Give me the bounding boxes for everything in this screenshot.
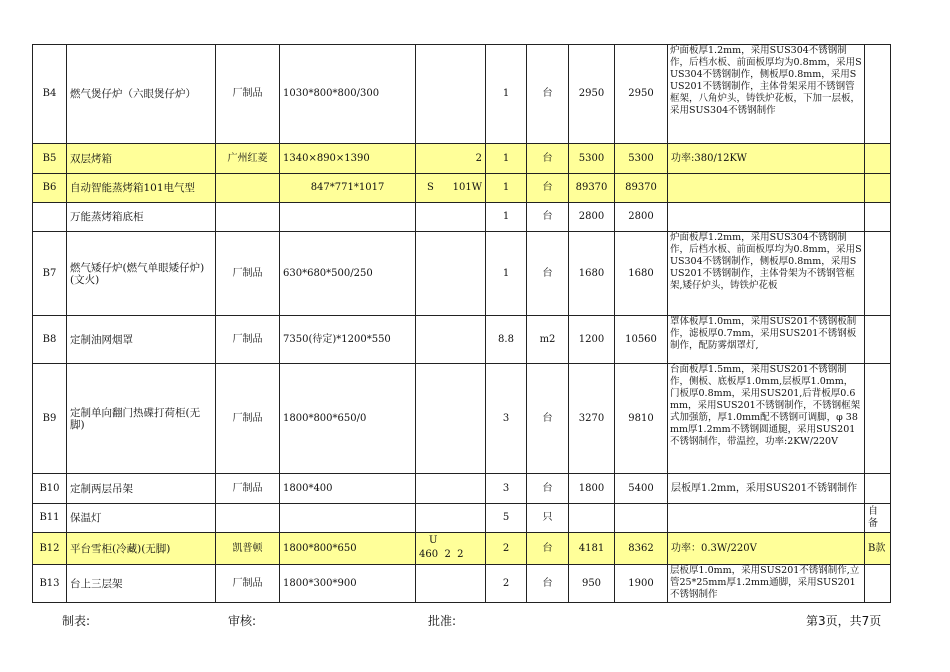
item-model (416, 504, 486, 533)
item-qty: 1 (486, 45, 527, 144)
item-price: 1680 (569, 232, 615, 316)
table-row (33, 474, 891, 504)
item-total: 89370 (615, 174, 668, 203)
item-model (416, 203, 486, 232)
table-row (33, 232, 891, 316)
item-unit: 台 (527, 565, 569, 603)
item-model (416, 565, 486, 603)
item-spec: 1800*400 (280, 474, 416, 504)
item-total: 1900 (615, 565, 668, 603)
item-unit: 台 (527, 144, 569, 174)
item-code: B11 (33, 504, 67, 533)
footer-reviewed: 审核: (228, 614, 257, 628)
item-desc (668, 174, 865, 203)
table-row (33, 203, 891, 232)
item-qty: 3 (486, 474, 527, 504)
item-brand (216, 203, 280, 232)
item-qty: 2 (486, 565, 527, 603)
item-brand: 厂制品 (216, 316, 280, 364)
item-unit: 台 (527, 45, 569, 144)
item-code: B4 (33, 45, 67, 144)
item-note (865, 45, 891, 144)
item-unit: m2 (527, 316, 569, 364)
item-brand (216, 174, 280, 203)
item-unit: 台 (527, 203, 569, 232)
item-spec: 630*680*500/250 (280, 232, 416, 316)
item-qty: 2 (486, 533, 527, 565)
item-total: 5300 (615, 144, 668, 174)
item-code: B7 (33, 232, 67, 316)
item-spec: 1030*800*800/300 (280, 45, 416, 144)
item-price: 1200 (569, 316, 615, 364)
item-model (416, 45, 486, 144)
item-name: 定制两层吊架 (67, 474, 216, 504)
item-note (865, 174, 891, 203)
item-spec (280, 203, 416, 232)
item-desc (668, 504, 865, 533)
table-row (33, 316, 891, 364)
item-name: 保温灯 (67, 504, 216, 533)
table-row (33, 144, 891, 174)
item-price: 950 (569, 565, 615, 603)
item-qty: 1 (486, 144, 527, 174)
item-note (865, 203, 891, 232)
item-name: 万能蒸烤箱底柜 (67, 203, 216, 232)
item-spec (280, 504, 416, 533)
item-code: B9 (33, 364, 67, 474)
item-model (416, 232, 486, 316)
item-total (615, 504, 668, 533)
item-total: 5400 (615, 474, 668, 504)
item-name: 自动智能蒸烤箱101电气型 (67, 174, 216, 203)
item-price: 2950 (569, 45, 615, 144)
item-code (33, 203, 67, 232)
item-code: B10 (33, 474, 67, 504)
item-desc: 炉面板厚1.2mm，采用SUS304不锈钢制作，后档水板、前面板厚均为0.8mm，采用SUS304不锈钢制作，侧板厚0.8mm，采用SUS201不锈钢制作，主体骨架为不锈钢管框架,矮仔炉头，铸铁炉花板 (668, 232, 865, 316)
item-desc: 台面板厚1.5mm，采用SUS201不锈钢制作，侧板、底板厚1.0mm,层板厚1.0mm，门板厚0.8mm，采用SUS201,后背板厚0.6mm，采用SUS201不锈钢制作，不锈钢框架式加强筋，厚1.0mm配不锈钢可调脚，φ 38mm厚1.2mm不锈钢圆通腿，采用SUS201不锈钢制作，带温控，功率:2KW/220V (668, 364, 865, 474)
item-brand (216, 504, 280, 533)
item-model (416, 474, 486, 504)
item-name: 燃气煲仔炉（六眼煲仔炉） (67, 45, 216, 144)
item-note (865, 364, 891, 474)
table-row (33, 174, 891, 203)
table-row (33, 565, 891, 603)
item-brand: 厂制品 (216, 364, 280, 474)
item-name: 台上三层架 (67, 565, 216, 603)
item-name: 双层烤箱 (67, 144, 216, 174)
item-total: 9810 (615, 364, 668, 474)
item-model (416, 174, 486, 203)
item-brand: 厂制品 (216, 45, 280, 144)
item-note (865, 144, 891, 174)
item-spec: 1800*300*900 (280, 565, 416, 603)
equipment-table (32, 44, 891, 603)
item-desc: 炉面板厚1.2mm，采用SUS304不锈钢制作，后档水板、前面板厚均为0.8mm，采用SUS304不锈钢制作，侧板厚0.8mm，采用SUS201不锈钢制作，主体骨架采用不锈钢管框架，八角炉头，铸铁炉花板，下加一层板，采用SUS304不锈钢制作 (668, 45, 865, 144)
item-unit: 台 (527, 174, 569, 203)
table-row (33, 45, 891, 144)
item-code: B12 (33, 533, 67, 565)
item-unit: 台 (527, 364, 569, 474)
item-qty: 8.8 (486, 316, 527, 364)
item-spec: 1800*800*650/0 (280, 364, 416, 474)
item-unit: 只 (527, 504, 569, 533)
item-desc: 层板厚1.2mm，采用SUS201不锈钢制作 (668, 474, 865, 504)
item-desc: 功率:380/12KW (668, 144, 865, 174)
item-price: 5300 (569, 144, 615, 174)
item-code: B8 (33, 316, 67, 364)
table-row (33, 364, 891, 474)
item-note (865, 474, 891, 504)
item-qty: 1 (486, 232, 527, 316)
item-brand: 厂制品 (216, 232, 280, 316)
item-name: 燃气矮仔炉(燃气单眼矮仔炉)(文火) (67, 232, 216, 316)
table-row (33, 533, 891, 565)
model-top: U (429, 534, 438, 546)
item-price (569, 504, 615, 533)
item-code: B13 (33, 565, 67, 603)
item-model (416, 533, 486, 565)
item-total: 1680 (615, 232, 668, 316)
item-qty: 3 (486, 364, 527, 474)
item-qty: 1 (486, 174, 527, 203)
item-model (416, 316, 486, 364)
item-spec: 847*771*1017 (280, 174, 416, 203)
item-total: 2950 (615, 45, 668, 144)
item-spec: 1800*800*650 (280, 533, 416, 565)
item-note (865, 565, 891, 603)
item-note (865, 232, 891, 316)
model-bottom: 460 2 2 (419, 548, 464, 560)
item-price: 2800 (569, 203, 615, 232)
item-desc: 功率：0.3W/220V (668, 533, 865, 565)
item-price: 89370 (569, 174, 615, 203)
item-name: 定制油网烟罩 (67, 316, 216, 364)
footer-page-number: 第3页，共7页 (806, 614, 882, 628)
item-price: 4181 (569, 533, 615, 565)
item-brand: 厂制品 (216, 565, 280, 603)
item-model: 2 (416, 144, 486, 174)
item-model (416, 364, 486, 474)
item-spec: 7350(待定)*1200*550 (280, 316, 416, 364)
item-desc: 层板厚1.0mm，采用SUS201不锈钢制作,立管25*25mm厚1.2mm通脚，采用SUS201不锈钢制作 (668, 565, 865, 603)
item-spec: 1340×890×1390 (280, 144, 416, 174)
item-total: 10560 (615, 316, 668, 364)
model-suffix: 101W (452, 182, 482, 193)
model-prefix: S (427, 182, 434, 193)
item-price: 3270 (569, 364, 615, 474)
item-note: 自备 (865, 504, 891, 533)
item-note (865, 316, 891, 364)
item-code: B6 (33, 174, 67, 203)
item-name: 定制单向翻门热碟打荷柜(无脚) (67, 364, 216, 474)
item-unit: 台 (527, 533, 569, 565)
item-note: B款 (865, 533, 891, 565)
footer-made-by: 制表: (62, 614, 91, 628)
item-unit: 台 (527, 232, 569, 316)
item-total: 2800 (615, 203, 668, 232)
item-brand: 广州红菱 (216, 144, 280, 174)
item-brand: 厂制品 (216, 474, 280, 504)
item-code: B5 (33, 144, 67, 174)
item-desc: 罩体板厚1.0mm，采用SUS201不锈钢板制作，滤板厚0.7mm，采用SUS201不锈钢板制作，配防雾烟罩灯, (668, 316, 865, 364)
item-brand: 凯普顿 (216, 533, 280, 565)
item-total: 8362 (615, 533, 668, 565)
footer-approved: 批准: (428, 614, 457, 628)
item-qty: 1 (486, 203, 527, 232)
item-unit: 台 (527, 474, 569, 504)
item-qty: 5 (486, 504, 527, 533)
item-desc (668, 203, 865, 232)
item-name: 平台雪柜(冷藏)(无脚) (67, 533, 216, 565)
table-row (33, 504, 891, 533)
item-price: 1800 (569, 474, 615, 504)
